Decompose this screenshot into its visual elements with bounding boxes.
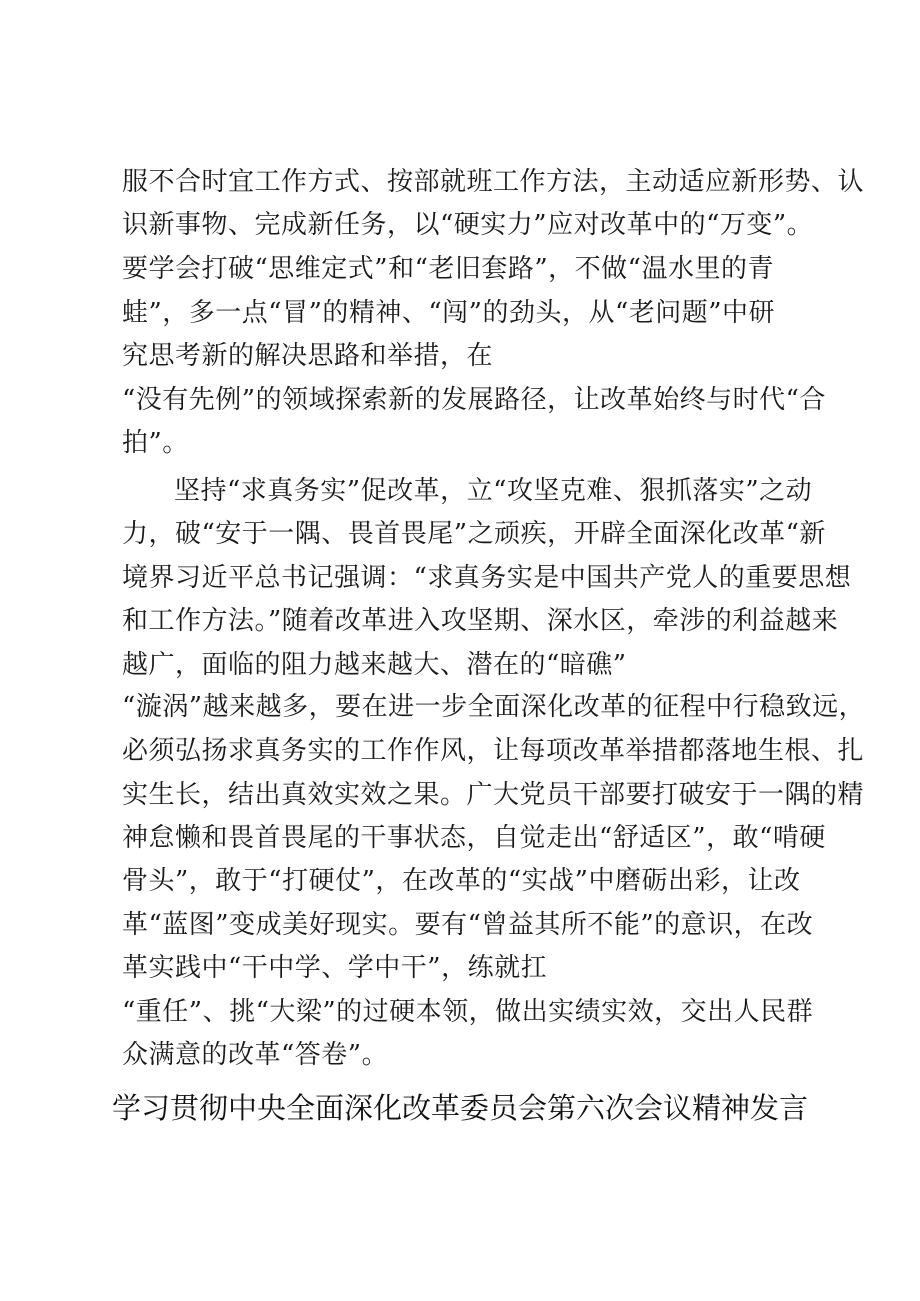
paragraph-first-line: 坚持“求真务实”促改革，立“攻坚克难、狠抓落实”之动 bbox=[174, 476, 813, 506]
body-line: 骨头”，敢于“打硬仗”，在改革的“实战”中磨砺出彩，让改 bbox=[122, 866, 801, 896]
body-line: 蛙”，多一点“冒”的精神、“闯”的劲头，从“老问题”中研 bbox=[122, 298, 776, 328]
body-line: 拍”。 bbox=[122, 428, 189, 458]
body-line: 越广，面临的阻力越来越大、潜在的“暗礁” bbox=[122, 650, 627, 680]
body-line: 要学会打破“思维定式”和“老旧套路”，不做“温水里的青 bbox=[122, 254, 774, 284]
body-line: “漩涡”越来越多，要在进一步全面深化改革的征程中行稳致远， bbox=[122, 692, 866, 722]
body-line: 必须弘扬求真务实的工作作风，让每项改革举措都落地生根、扎 bbox=[122, 736, 865, 766]
body-line: 革实践中“干中学、学中干”，练就扛 bbox=[122, 953, 548, 983]
body-line: 众满意的改革“答卷”。 bbox=[122, 1040, 389, 1070]
body-line: 究思考新的解决思路和举措，在 bbox=[122, 341, 494, 371]
body-line: 神怠懒和畏首畏尾的干事状态，自觉走出“舒适区”，敢“啃硬 bbox=[122, 823, 826, 853]
body-line: 境界习近平总书记强调：“求真务实是中国共产党人的重要思想 bbox=[122, 563, 852, 593]
body-line: 实生长，结出真效实效之果。广大党员干部要打破安于一隅的精 bbox=[122, 780, 865, 810]
body-line: 革“蓝图”变成美好现实。要有“曾益其所不能”的意识，在改 bbox=[122, 910, 814, 940]
body-line: 服不合时宜工作方式、按部就班工作方法，主动适应新形势、认 bbox=[122, 167, 865, 197]
body-line: “重任”、挑“大梁”的过硬本领，做出实绩实效，交出人民群 bbox=[122, 997, 814, 1027]
body-line: 力，破“安于一隅、畏首畏尾”之顽疾，开辟全面深化改革“新 bbox=[122, 519, 826, 549]
body-line: “没有先例”的领域探索新的发展路径，让改革始终与时代“合 bbox=[122, 385, 826, 415]
body-line: 和工作方法。”随着改革进入攻坚期、深水区，牵涉的利益越来 bbox=[122, 606, 839, 636]
body-line: 识新事物、完成新任务，以“硬实力”应对改革中的“万变”。 bbox=[122, 210, 814, 240]
section-heading: 学习贯彻中央全面深化改革委员会第六次会议精神发言 bbox=[111, 1091, 808, 1125]
